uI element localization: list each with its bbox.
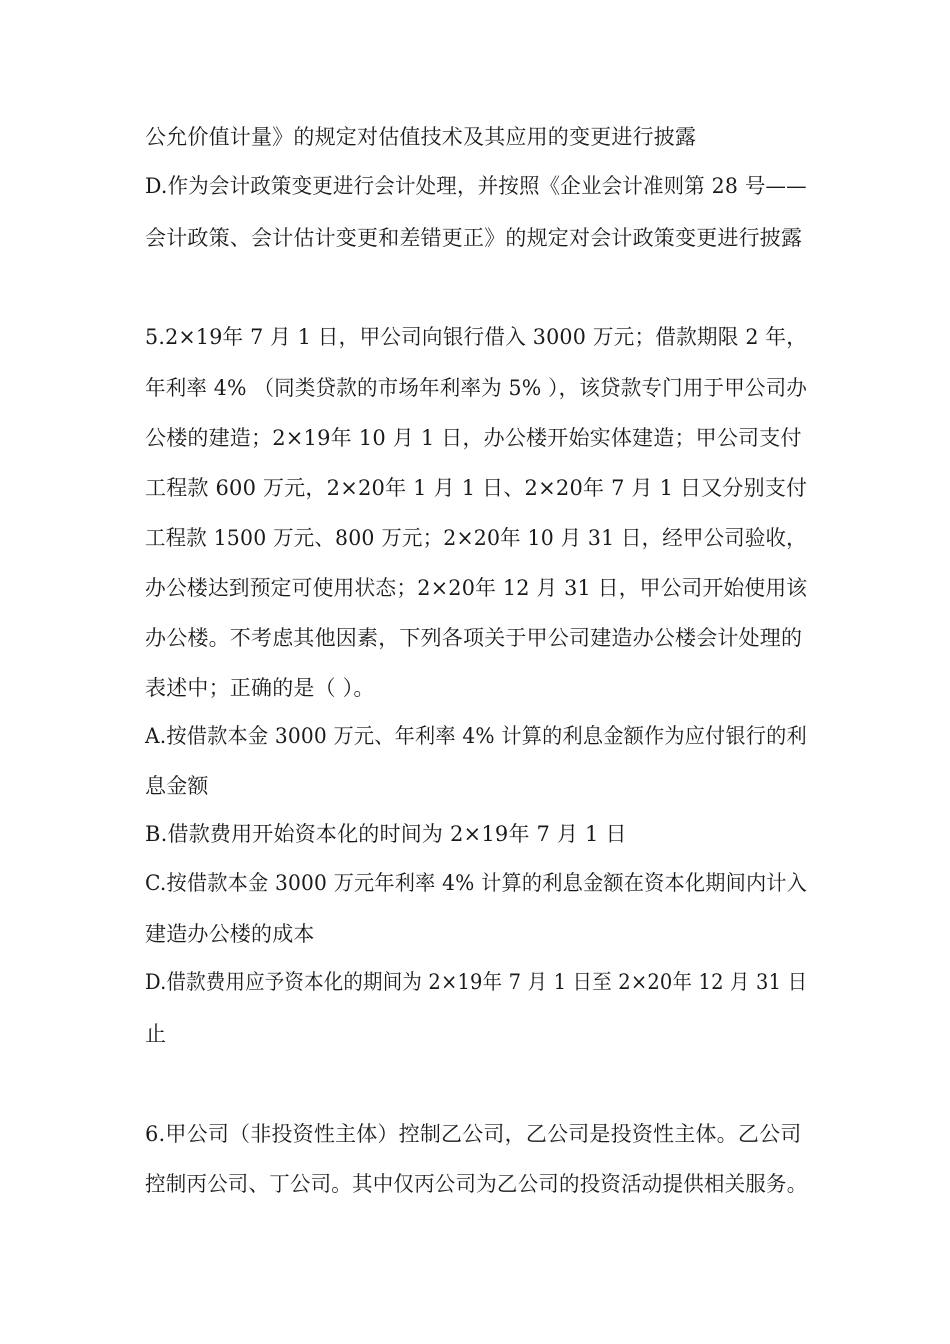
text-line: 会计政策、会计估计变更和差错更正》的规定对会计政策变更进行披露 [145, 226, 803, 250]
text-line: 工程款 1500 万元、800 万元；2×20年 10 月 31 日，经甲公司验收， [145, 526, 807, 550]
option-b-line: B.借款费用开始资本化的时间为 2×19年 7 月 1 日 [145, 822, 627, 846]
text-line: 控制丙公司、丁公司。其中仅丙公司为乙公司的投资活动提供相关服务。 [145, 1172, 808, 1196]
text-line: 公允价值计量》的规定对估值技术及其应用的变更进行披露 [145, 125, 697, 149]
option-d-line: D.作为会计政策变更进行会计处理，并按照《企业会计准则第 28 号—— [145, 174, 807, 198]
option-d-line: D.借款费用应予资本化的期间为 2×19年 7 月 1 日至 2×20年 12 月 31 日 [145, 970, 808, 994]
text-line: 建造办公楼的成本 [145, 922, 315, 946]
text-line: 办公楼。不考虑其他因素，下列各项关于甲公司建造办公楼会计处理的 [145, 626, 803, 650]
option-c-line: C.按借款本金 3000 万元年利率 4% 计算的利息金额在资本化期间内计入 [145, 871, 808, 895]
text-line: 息金额 [145, 774, 209, 798]
question-6-line: 6.甲公司（非投资性主体）控制乙公司，乙公司是投资性主体。乙公司 [145, 1122, 802, 1146]
text-line: 止 [145, 1022, 167, 1046]
option-a-line: A.按借款本金 3000 万元、年利率 4% 计算的利息金额作为应付银行的利 [145, 724, 807, 748]
text-line: 公楼的建造；2×19年 10 月 1 日，办公楼开始实体建造；甲公司支付 [145, 426, 802, 450]
question-5-line: 5.2×19年 7 月 1 日，甲公司向银行借入 3000 万元；借款期限 2 年， [145, 325, 808, 349]
text-line: 年利率 4% （同类贷款的市场年利率为 5% ），该贷款专门用于甲公司办 [145, 376, 808, 400]
text-line: 工程款 600 万元，2×20年 1 月 1 日、2×20年 7 月 1 日又分别支付 [145, 476, 808, 500]
text-line: 办公楼达到预定可使用状态；2×20年 12 月 31 日，甲公司开始使用该 [145, 576, 808, 600]
text-line: 表述中；正确的是（ ）。 [145, 676, 375, 700]
